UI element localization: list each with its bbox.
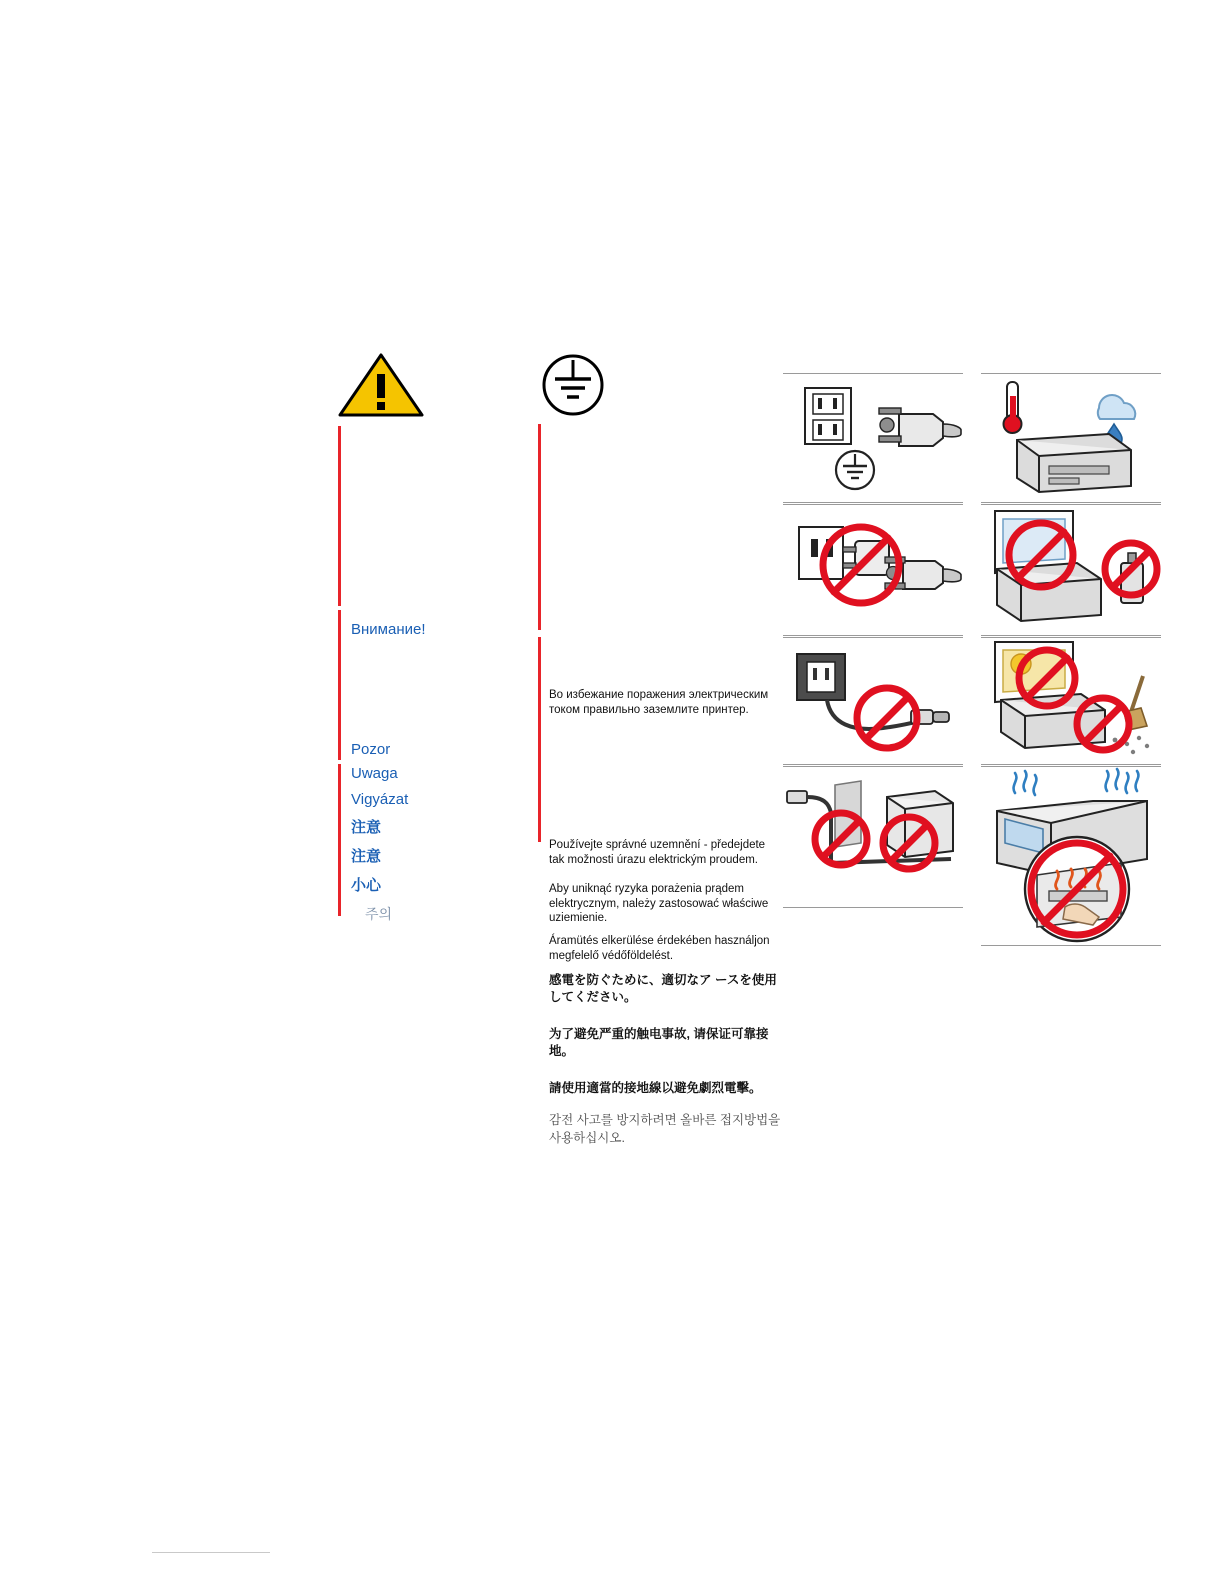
warning-label-hungarian: Vigyázat (351, 791, 409, 809)
hot-surface-do-not-touch-illustration (981, 766, 1161, 946)
no-damaged-power-cord-illustration (783, 637, 963, 765)
footer-divider (152, 1552, 270, 1553)
ground-text-traditional-chinese: 請使用適當的接地線以避免劇烈電擊。 (549, 1081, 762, 1095)
lang-block-russian (338, 426, 355, 606)
ungrounded-two-prong-plug-illustration (783, 504, 963, 636)
para-block-russian-rule (538, 424, 549, 630)
warning-label-czech: Pozor (351, 741, 391, 758)
lang-block-czech (338, 610, 351, 760)
warning-column (338, 352, 518, 923)
ground-text-simplified-chinese: 为了避免严重的触电事故, 请保证可靠接地。 (549, 1027, 769, 1058)
warning-label-japanese: 注意 (351, 818, 382, 836)
no-cord-under-furniture-illustration (783, 766, 963, 908)
warning-label-traditional-chinese: 小心 (351, 877, 382, 894)
ground-text-korean: 감전 사고를 방지하려면 올바른 접지방법을 사용하십시오. (549, 1113, 781, 1145)
warning-label-korean: 주의 (365, 906, 393, 923)
ground-text-polish: Aby uniknąć ryzyka porażenia prądem elektrycznym, należy zastosować właściwe uziemienie. (549, 883, 769, 925)
warning-label-polish: Uwaga (351, 765, 398, 782)
ground-text-japanese: 感電を防ぐために、適切なア ースを使用してください。 (549, 973, 777, 1004)
ground-text-czech: Používejte správné uzemnění - předejdete tak možnosti úrazu elektrickým proudem. (549, 839, 766, 866)
para-block-czech-rule (538, 637, 549, 842)
no-direct-sunlight-or-dust-illustration (981, 637, 1161, 765)
grounded-outlet-plug-illustration (783, 373, 963, 503)
ground-text-hungarian: Áramütés elkerülése érdekében használjon megfelelő védőföldelést. (549, 935, 770, 962)
protective-earth-ground-icon (538, 352, 608, 418)
warning-triangle-icon (338, 352, 424, 418)
grounding-column (538, 352, 781, 1145)
lang-block-multi (338, 764, 409, 923)
warning-label-simplified-chinese: 注意 (351, 847, 382, 865)
ground-text-russian: Во избежание поражения электрическим током правильно заземлите принтер. (549, 689, 769, 716)
no-liquids-near-printer-illustration (981, 504, 1161, 636)
temperature-humidity-illustration (981, 373, 1161, 503)
warning-label-russian: Внимание! (351, 621, 426, 638)
